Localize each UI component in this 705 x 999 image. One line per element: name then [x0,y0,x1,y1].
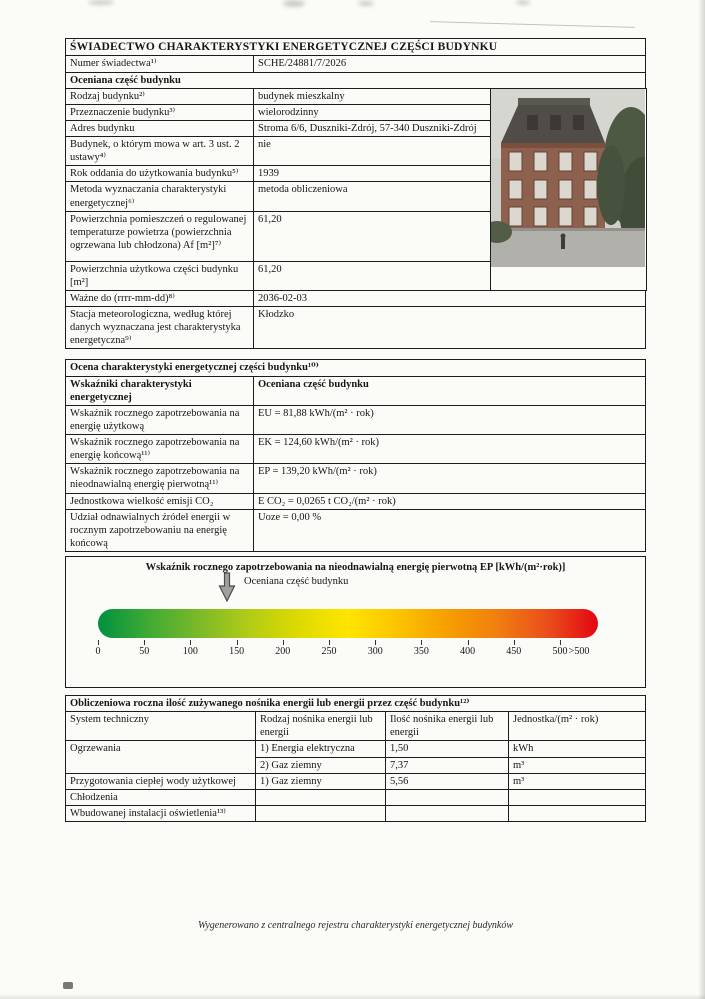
indicator-label: Jednostkowa wielkość emisji CO₂ [66,493,254,509]
system-cell: Przygotowania ciepłej wody użytkowej [66,773,256,789]
unit-cell [509,789,646,805]
ep-tick-label: 250 [321,646,337,657]
table-row [66,290,646,306]
info-label: Budynek, o którym mowa w art. 3 ust. 2 ustawy⁴⁾ [66,137,254,166]
indicator-value: Uoze = 0,00 % [254,509,646,551]
indicator-value: EK = 124,60 kWh/(m² · rok) [254,435,646,464]
unit-cell: m³ [509,773,646,789]
table-row [66,493,646,509]
page-edge-shadow [0,994,705,999]
indicator-label: Wskaźnik rocznego zapotrzebowania na nieodnawialną energię pierwotną¹¹⁾ [66,464,254,493]
table-row [66,56,646,72]
ep-tick-mark [329,640,330,645]
ep-tick-label: 300 [367,646,383,657]
carrier-cell [256,805,386,821]
info-label: Powierzchnia użytkowa części budynku [m²] [66,261,254,290]
amount-cell [386,789,509,805]
ep-tick-label: 100 [182,646,198,657]
ep-tick-mark [375,640,376,645]
carrier-cell: 1) Energia elektryczna [256,741,386,757]
validity-table [65,290,646,350]
ep-tick-label: 400 [460,646,476,657]
system-cell: Wbudowanej instalacji oświetlenia¹³⁾ [66,805,256,821]
scan-smudge [283,0,305,7]
section-assessment-header: Ocena charakterystyki energetycznej części budynku¹⁰⁾ [65,359,646,376]
info-label: Rodzaj budynku²⁾ [66,88,254,104]
building-photo [491,89,645,267]
table-row [66,805,646,821]
ep-tick-label: 0 [95,646,101,657]
col-header-unit: Jednostka/(m² · rok) [509,712,646,741]
table-row [66,88,647,104]
ep-tick-mark [283,640,284,645]
certificate-document [65,38,646,822]
assessment-col2-header: Oceniana część budynku [254,376,646,405]
weather-station-value: Kłodzko [254,307,646,349]
cert-number-label: Numer świadectwa¹⁾ [66,56,254,72]
table-row [66,741,646,757]
unit-cell [509,805,646,821]
info-label: Rok oddania do użytkowania budynku⁵⁾ [66,166,254,182]
page-edge-shadow [698,0,705,999]
ep-scale-ticks [66,557,645,687]
ep-tick-label: 150 [229,646,245,657]
ep-tick-label: >500 [568,646,590,657]
table-row [66,405,646,434]
table-row [66,509,646,551]
info-label: Adres budynku [66,120,254,136]
system-cell: Ogrzewania [66,741,256,773]
amount-cell: 7,37 [386,757,509,773]
table-row [66,376,646,405]
table-row [66,307,646,349]
ep-tick-mark [421,640,422,645]
ep-scale [65,556,646,688]
amount-cell: 1,50 [386,741,509,757]
info-label: Przeznaczenie budynku³⁾ [66,104,254,120]
col-header-system: System techniczny [66,712,256,741]
doc-title: ŚWIADECTWO CHARAKTERYSTYKI ENERGETYCZNEJ CZĘŚCI BUDYNKU [65,38,646,56]
col-header-carrier: Rodzaj nośnika energii lub energii [256,712,386,741]
building-photo-cell [491,88,647,290]
indicator-value: EP = 139,20 kWh/(m² · rok) [254,464,646,493]
scan-smudge [88,0,114,5]
info-value: nie [254,137,491,166]
scan-smudge [358,1,374,6]
info-value: metoda obliczeniowa [254,182,491,211]
system-cell: Chłodzenia [66,789,256,805]
info-value: 61,20 [254,261,491,290]
info-label: Powierzchnia pomieszczeń o regulowanej temperaturze powietrza (powierzchnia ogrzewana lub chłodzona) Af [m²]⁷⁾ [66,211,254,261]
info-value: Stroma 6/6, Duszniki-Zdrój, 57-340 Duszniki-Zdrój [254,120,491,136]
col-header-amount: Ilość nośnika energii lub energii [386,712,509,741]
indicator-label: Wskaźnik rocznego zapotrzebowania na energię użytkową [66,405,254,434]
cert-number-value: SCHE/24881/7/2026 [254,56,646,72]
info-value: 61,20 [254,211,491,261]
ep-tick-label: 50 [139,646,150,657]
ep-marker-label: Oceniana część budynku [244,576,349,587]
cert-number-table [65,55,646,72]
info-value: wielorodzinny [254,104,491,120]
assessment-col1-header: Wskaźniki charakterystyki energetycznej [66,376,254,405]
ep-tick-label: 500 [552,646,568,657]
scan-blot [63,982,73,989]
carrier-cell: 2) Gaz ziemny [256,757,386,773]
amount-cell: 5,56 [386,773,509,789]
ep-tick-label: 200 [275,646,291,657]
table-row [66,464,646,493]
indicator-value: E CO₂ = 0,0265 t CO₂/(m² · rok) [254,493,646,509]
section-consumption-header: Obliczeniowa roczna ilość zużywanego nośnika energii lub energii przez część budynku¹²⁾ [65,695,646,712]
indicator-label: Udział odnawialnych źródeł energii w rocznym zapotrzebowaniu na energię końcową [66,509,254,551]
info-value: 1939 [254,166,491,182]
indicator-value: EU = 81,88 kWh/(m² · rok) [254,405,646,434]
ep-tick-mark [468,640,469,645]
assessment-table [65,376,646,553]
table-row [66,435,646,464]
section-part-header: Oceniana część budynku [65,72,646,89]
carrier-cell [256,789,386,805]
table-row [66,789,646,805]
valid-until-value: 2036-02-03 [254,290,646,306]
generated-footer-note: Wygenerowano z centralnego rejestru charakterystyki energetycznej budynków [197,920,514,931]
indicator-label: Wskaźnik rocznego zapotrzebowania na energię końcową¹¹⁾ [66,435,254,464]
ep-tick-mark [190,640,191,645]
unit-cell: kWh [509,741,646,757]
carrier-cell: 1) Gaz ziemny [256,773,386,789]
amount-cell [386,805,509,821]
ep-tick-label: 450 [506,646,522,657]
table-row [66,712,646,741]
scan-scratch [430,21,635,28]
ep-tick-mark [560,640,561,645]
consumption-table [65,711,646,822]
ep-tick-mark [237,640,238,645]
info-label: Metoda wyznaczania charakterystyki energetycznej⁶⁾ [66,182,254,211]
scan-smudge [516,0,530,5]
info-value: budynek mieszkalny [254,88,491,104]
ep-scale-title: Wskaźnik rocznego zapotrzebowania na nieodnawialną energię pierwotną EP [kWh/(m²·rok)] [145,562,566,573]
ep-tick-label: 350 [413,646,429,657]
table-row [66,773,646,789]
building-info-table [65,88,647,291]
ep-tick-mark [514,640,515,645]
weather-station-label: Stacja meteorologiczna, według której danych wyznaczana jest charakterystyka energetyczna⁹⁾ [66,307,254,349]
valid-until-label: Ważne do (rrrr-mm-dd)⁸⁾ [66,290,254,306]
ep-tick-mark [98,640,99,645]
ep-tick-mark [144,640,145,645]
unit-cell: m³ [509,757,646,773]
